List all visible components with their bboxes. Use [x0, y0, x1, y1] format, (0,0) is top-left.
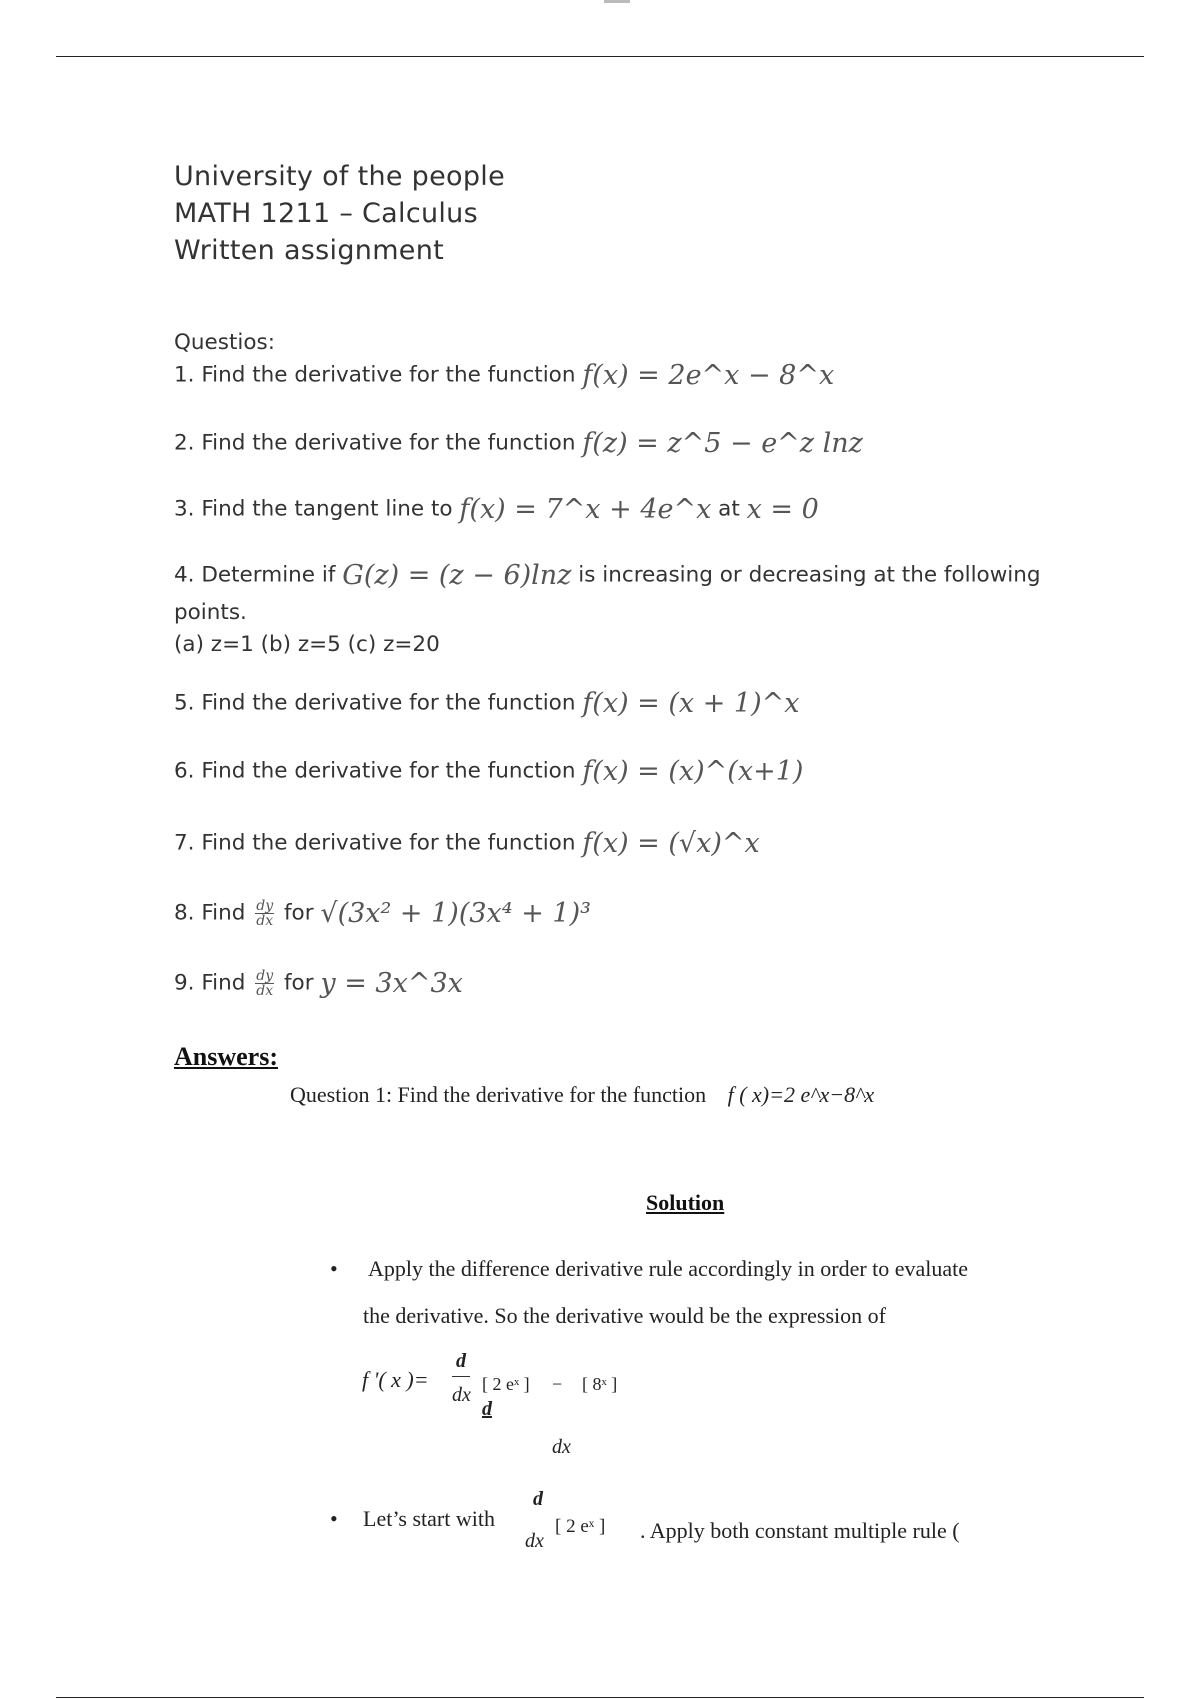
question-2	[174, 428, 863, 459]
derivative-dx-second: dx	[552, 1436, 571, 1458]
question-5-math: f(x) = (x + 1)^x	[582, 688, 800, 719]
question-2-text: 2. Find the derivative for the function	[174, 430, 576, 456]
question-7-text: 7. Find the derivative for the function	[174, 830, 576, 856]
question-1	[174, 360, 834, 391]
course-title: MATH 1211 – Calculus	[174, 198, 478, 229]
question-9-for: for	[283, 970, 314, 996]
derivative-frac-bar	[452, 1376, 470, 1377]
question-2-math: f(z) = z^5 − e^z lnz	[582, 428, 863, 459]
question-7-math: f(x) = (√x)^x	[582, 828, 760, 859]
top-page-mark	[604, 0, 630, 3]
question-3-math: f(x) = 7^x + 4e^x	[459, 494, 712, 525]
question-4	[174, 560, 1041, 591]
question-9-text: 9. Find	[174, 970, 246, 996]
question-9-dydx	[255, 969, 274, 998]
question-1-math: f(x) = 2e^x − 8^x	[582, 360, 835, 391]
question-8-for: for	[283, 900, 314, 926]
university-name: University of the people	[174, 161, 506, 192]
derivative-dx-bottom: dx	[452, 1384, 471, 1406]
derivative-term-2: [ 8ˣ ]	[582, 1374, 618, 1394]
derivative-d-top: d	[456, 1350, 466, 1372]
answer-question-1-text: Question 1: Find the derivative for the function	[290, 1082, 707, 1107]
question-6	[174, 756, 803, 787]
bullet-2-term: [ 2 eˣ ]	[555, 1516, 606, 1537]
derivative-d-second: d	[482, 1398, 492, 1420]
bullet-2-end: . Apply both constant multiple rule (	[640, 1518, 960, 1543]
question-5	[174, 688, 800, 719]
answers-heading: Answers:	[174, 1042, 278, 1071]
question-4-parts: (a) z=1 (b) z=5 (c) z=20	[174, 632, 440, 657]
bullet-1-line-1: Apply the difference derivative rule accordingly in order to evaluate	[368, 1256, 969, 1281]
question-7	[174, 828, 760, 859]
question-5-text: 5. Find the derivative for the function	[174, 690, 576, 716]
document-header	[174, 158, 505, 269]
question-8-math: √(3x² + 1)(3x⁴ + 1)³	[320, 898, 591, 929]
bullet-dot-1: •	[330, 1256, 338, 1281]
bullet-2-dx: dx	[525, 1530, 544, 1552]
question-3-at: at	[718, 496, 740, 522]
question-9-frac-den: dx	[256, 983, 274, 999]
question-4-math: G(z) = (z − 6)lnz	[342, 560, 572, 591]
derivative-lhs: f '( x )=	[362, 1367, 429, 1392]
question-9	[174, 968, 463, 999]
questions-label: Questios:	[174, 330, 275, 355]
question-4-text-b: is increasing or decreasing at the following	[578, 562, 1041, 588]
question-4-text-c: points.	[174, 600, 247, 625]
question-3-point: x = 0	[746, 494, 819, 525]
bullet-1-line-2: the derivative. So the derivative would be the expression of	[363, 1303, 886, 1328]
question-8-text: 8. Find	[174, 900, 246, 926]
assignment-type: Written assignment	[174, 235, 445, 266]
answer-question-1-math: f ( x)=2 e^x−8^x	[727, 1082, 875, 1107]
bullet-2-d: d	[533, 1488, 543, 1510]
question-6-text: 6. Find the derivative for the function	[174, 758, 576, 784]
bullet-dot-2: •	[330, 1506, 338, 1531]
question-6-math: f(x) = (x)^(x+1)	[582, 756, 804, 787]
question-8-frac-den: dx	[256, 913, 274, 929]
answer-question-1	[290, 1082, 874, 1108]
question-3	[174, 494, 819, 525]
question-1-text: 1. Find the derivative for the function	[174, 362, 576, 388]
bottom-divider	[56, 1697, 1144, 1698]
question-8-dydx	[255, 899, 274, 928]
bullet-2-start: Let’s start with	[363, 1506, 495, 1531]
question-9-frac-num: dy	[256, 968, 274, 984]
question-3-text: 3. Find the tangent line to	[174, 496, 453, 522]
question-8-frac-num: dy	[256, 898, 274, 914]
solution-heading: Solution	[646, 1190, 725, 1215]
top-divider	[56, 56, 1144, 57]
question-4-text-a: 4. Determine if	[174, 562, 336, 588]
question-9-math: y = 3x^3x	[320, 968, 463, 999]
derivative-term-1: [ 2 eˣ ]	[482, 1374, 530, 1394]
question-8	[174, 898, 591, 929]
derivative-minus: −	[552, 1374, 563, 1394]
